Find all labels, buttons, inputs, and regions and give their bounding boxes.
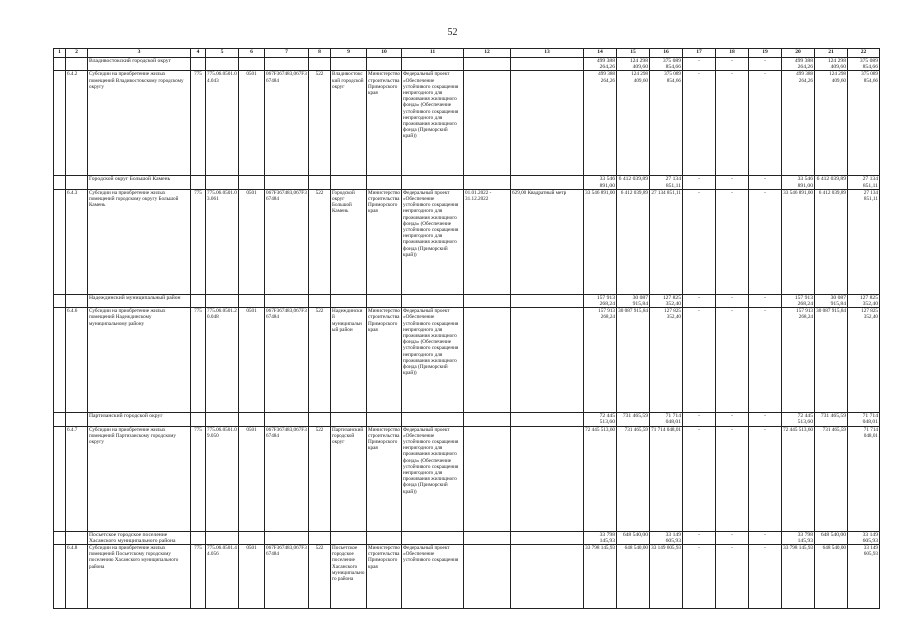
amount-cell: 71 714 048,01: [848, 413, 880, 426]
entry-number: 6.4.2: [66, 71, 88, 176]
table-cell: [511, 531, 584, 544]
table-cell: [206, 176, 239, 189]
amount-cell: 27 134 851,11: [848, 176, 880, 189]
dash-cell: -: [716, 71, 749, 176]
column-header: 9: [331, 49, 367, 58]
entry-name: Субсидии на приобретение жилых помещений Посьетскому городскому поселению Хасанского муниципального района: [88, 545, 191, 609]
table-cell: 775.06.0501.03.061: [206, 189, 239, 294]
table-cell: [464, 71, 511, 176]
table-cell: [54, 531, 66, 544]
amount-cell: 375 089 854,66: [650, 58, 683, 71]
amount-cell: 33 149 605,93: [650, 545, 683, 609]
table-cell: [331, 58, 367, 71]
table-cell: [54, 545, 66, 609]
table-cell: 775: [191, 426, 206, 531]
amount-cell: 33 149 605,93: [848, 531, 880, 544]
column-header: 13: [511, 49, 584, 58]
dash-cell: -: [683, 545, 716, 609]
dash-cell: -: [683, 294, 716, 307]
dash-cell: -: [716, 58, 749, 71]
dash-cell: -: [683, 71, 716, 176]
amount-cell: 157 913 268,24: [782, 294, 815, 307]
table-cell: [511, 58, 584, 71]
amount-cell: 71 714 048,01: [650, 426, 683, 531]
table-cell: [331, 531, 367, 544]
dash-cell: -: [716, 531, 749, 544]
table-cell: [511, 413, 584, 426]
table-cell: 0501: [239, 71, 265, 176]
table-cell: [511, 308, 584, 413]
amount-cell: 375 089 854,66: [650, 71, 683, 176]
amount-cell: 33 546 891,00: [782, 189, 815, 294]
page-number: 52: [447, 27, 458, 38]
table-cell: [265, 58, 309, 71]
dash-cell: -: [749, 176, 782, 189]
dash-cell: -: [749, 58, 782, 71]
amount-cell: 127 825 352,40: [848, 308, 880, 413]
entry-name: Субсидии на приобретение жилых помещений городскому округу Большой Камень: [88, 189, 191, 294]
column-header: 4: [191, 49, 206, 58]
dash-cell: -: [683, 189, 716, 294]
table-cell: [265, 294, 309, 307]
subtotal-name: Посьетское городское поселение Хасанского муниципального района: [88, 531, 191, 544]
amount-cell: 6 412 039,89: [617, 176, 650, 189]
column-header: 18: [716, 49, 749, 58]
table-cell: 629,00 Квадратный метр: [511, 189, 584, 294]
amount-cell: 27 134 851,11: [650, 176, 683, 189]
table-cell: Министерство строительства Приморского края: [367, 71, 402, 176]
subtotal-name: Надеждинский муниципальный район: [88, 294, 191, 307]
table-cell: [464, 531, 511, 544]
amount-cell: 33 149 605,93: [650, 531, 683, 544]
table-cell: 01.01.2022 - 31.12.2022: [464, 189, 511, 294]
table-cell: [464, 426, 511, 531]
dash-cell: -: [749, 426, 782, 531]
dash-cell: -: [716, 176, 749, 189]
table-cell: [54, 413, 66, 426]
amount-cell: 731 465,59: [617, 413, 650, 426]
column-header: 8: [309, 49, 331, 58]
table-cell: Министерство строительства Приморского края: [367, 545, 402, 609]
table-cell: [511, 71, 584, 176]
amount-cell: 499 388 264,26: [584, 71, 617, 176]
table-cell: [464, 176, 511, 189]
table-cell: [464, 413, 511, 426]
amount-cell: 33 546 891,00: [584, 176, 617, 189]
table-cell: [66, 58, 88, 71]
amount-cell: 33 798 145,93: [782, 531, 815, 544]
entry-name: Субсидии на приобретение жилых помещений Партизанскому городскому округу: [88, 426, 191, 531]
amount-cell: 731 465,59: [815, 426, 848, 531]
entry-number: 6.4.8: [66, 545, 88, 609]
table-cell: 522: [309, 189, 331, 294]
amount-cell: 731 465,59: [617, 426, 650, 531]
table-cell: [511, 426, 584, 531]
amount-cell: 375 089 854,66: [848, 58, 880, 71]
amount-cell: 33 798 145,93: [584, 531, 617, 544]
dash-cell: -: [683, 58, 716, 71]
table-cell: [54, 176, 66, 189]
table-cell: 0501: [239, 426, 265, 531]
column-header: 11: [402, 49, 464, 58]
dash-cell: -: [716, 189, 749, 294]
table-cell: [402, 176, 464, 189]
table-cell: 775.06.0501.09.050: [206, 426, 239, 531]
table-cell: [54, 189, 66, 294]
table-cell: [402, 531, 464, 544]
table-cell: 775: [191, 545, 206, 609]
dash-cell: -: [716, 545, 749, 609]
table-cell: [511, 294, 584, 307]
table-cell: [511, 545, 584, 609]
table-cell: [367, 176, 402, 189]
column-header: 21: [815, 49, 848, 58]
entry-number: 6.4.6: [66, 308, 88, 413]
subtotal-name: Владивостокский городской округ: [88, 58, 191, 71]
column-header: 22: [848, 49, 880, 58]
column-header: 5: [206, 49, 239, 58]
table-cell: 522: [309, 545, 331, 609]
table-cell: [309, 531, 331, 544]
amount-cell: 27 134 851,11: [650, 189, 683, 294]
column-header: 1: [54, 49, 66, 58]
column-header: 16: [650, 49, 683, 58]
table-cell: 775: [191, 308, 206, 413]
amount-cell: 157 913 268,24: [584, 308, 617, 413]
table-cell: [511, 176, 584, 189]
table-cell: 067F367483,067F367484: [265, 426, 309, 531]
table-cell: [265, 413, 309, 426]
table-cell: [309, 58, 331, 71]
table-cell: 775: [191, 189, 206, 294]
table-cell: [66, 176, 88, 189]
amount-cell: 6 412 039,89: [617, 189, 650, 294]
entry-row: [54, 71, 880, 176]
dash-cell: -: [749, 71, 782, 176]
table-cell: [191, 294, 206, 307]
column-header: 15: [617, 49, 650, 58]
amount-cell: 71 714 048,01: [650, 413, 683, 426]
amount-cell: 30 087 915,84: [815, 294, 848, 307]
amount-cell: 648 540,00: [815, 545, 848, 609]
dash-cell: -: [749, 294, 782, 307]
amount-cell: 157 913 268,24: [584, 294, 617, 307]
table-cell: 0501: [239, 545, 265, 609]
column-header: 17: [683, 49, 716, 58]
dash-cell: -: [683, 531, 716, 544]
table-cell: [206, 58, 239, 71]
table-cell: [367, 531, 402, 544]
table-cell: [367, 294, 402, 307]
entry-name: Субсидии на приобретение жилых помещений Владивостокскому городскому округу: [88, 71, 191, 176]
amount-cell: 33 798 145,93: [782, 545, 815, 609]
entry-number: 6.4.3: [66, 189, 88, 294]
table-cell: [66, 531, 88, 544]
column-header: 6: [239, 49, 265, 58]
amount-cell: 71 714 048,01: [848, 426, 880, 531]
column-number-row: [54, 49, 880, 58]
amount-cell: 127 825 352,40: [650, 308, 683, 413]
table-cell: 067F367483,067F367484: [265, 71, 309, 176]
entry-row: [54, 308, 880, 413]
table-cell: [66, 413, 88, 426]
table-cell: [309, 294, 331, 307]
amount-cell: 30 087 915,84: [815, 308, 848, 413]
column-header: 3: [88, 49, 191, 58]
column-header: 2: [66, 49, 88, 58]
table-cell: 775.06.0501.04.043: [206, 71, 239, 176]
amount-cell: 648 540,00: [617, 545, 650, 609]
table-cell: 522: [309, 308, 331, 413]
table-cell: Надеждинский муниципальный район: [331, 308, 367, 413]
table-cell: Городской округ Большой Камень: [331, 189, 367, 294]
table-cell: [331, 176, 367, 189]
table-cell: [206, 413, 239, 426]
table-cell: Партизанский городской округ: [331, 426, 367, 531]
dash-cell: -: [716, 294, 749, 307]
subtotal-row: [54, 531, 880, 544]
table-cell: 067F367483,067F367484: [265, 308, 309, 413]
amount-cell: 72 445 513,60: [584, 426, 617, 531]
table-cell: [309, 176, 331, 189]
table-cell: [331, 413, 367, 426]
subtotal-row: [54, 176, 880, 189]
table-cell: 0501: [239, 189, 265, 294]
amount-cell: 499 388 264,26: [782, 71, 815, 176]
table-cell: [54, 294, 66, 307]
column-header: 14: [584, 49, 617, 58]
amount-cell: 30 087 915,84: [617, 308, 650, 413]
table-cell: [191, 58, 206, 71]
table-cell: 0501: [239, 308, 265, 413]
dash-cell: -: [716, 413, 749, 426]
dash-cell: -: [749, 189, 782, 294]
table-cell: Министерство строительства Приморского края: [367, 426, 402, 531]
dash-cell: -: [716, 426, 749, 531]
table-cell: Владивостокский городской округ: [331, 71, 367, 176]
table-cell: 775: [191, 71, 206, 176]
dash-cell: -: [716, 308, 749, 413]
amount-cell: 124 298 409,60: [617, 58, 650, 71]
table-cell: [309, 413, 331, 426]
entry-row: [54, 426, 880, 531]
amount-cell: 72 445 513,60: [782, 426, 815, 531]
entry-row: [54, 189, 880, 294]
budget-table: [53, 48, 880, 609]
table-cell: 522: [309, 426, 331, 531]
amount-cell: 648 540,00: [815, 531, 848, 544]
amount-cell: 731 465,59: [815, 413, 848, 426]
table-cell: Министерство строительства Приморского края: [367, 308, 402, 413]
amount-cell: 33 546 891,00: [782, 176, 815, 189]
table-cell: 775.06.0501.20.048: [206, 308, 239, 413]
dash-cell: -: [749, 531, 782, 544]
column-header: 7: [265, 49, 309, 58]
dash-cell: -: [749, 308, 782, 413]
table-cell: 522: [309, 71, 331, 176]
table-cell: [54, 71, 66, 176]
table-cell: [402, 58, 464, 71]
amount-cell: 124 298 409,60: [815, 58, 848, 71]
table-cell: [54, 426, 66, 531]
table-cell: [464, 545, 511, 609]
table-cell: Федеральный проект «Обеспечение устойчивого сокращения: [402, 545, 464, 609]
dash-cell: -: [683, 413, 716, 426]
amount-cell: 72 445 513,60: [782, 413, 815, 426]
table-cell: [191, 413, 206, 426]
amount-cell: 6 412 039,89: [815, 176, 848, 189]
table-cell: Федеральный проект «Обеспечение устойчивого сокращения непригодного для проживания жилищного фонда» (Обеспечение устойчивого сокращения непригодного для проживания жилищного фонда (Приморский край)): [402, 189, 464, 294]
table-cell: [66, 294, 88, 307]
table-cell: [402, 294, 464, 307]
amount-cell: 6 412 039,89: [815, 189, 848, 294]
table-cell: Министерство строительства Приморского края: [367, 189, 402, 294]
entry-number: 6.4.7: [66, 426, 88, 531]
amount-cell: 127 825 352,40: [650, 294, 683, 307]
subtotal-name: Партизанский городской округ: [88, 413, 191, 426]
table-cell: [265, 176, 309, 189]
table-cell: 067F367483,067F367484: [265, 545, 309, 609]
subtotal-row: [54, 58, 880, 71]
table-cell: [464, 294, 511, 307]
entry-row: [54, 545, 880, 609]
amount-cell: 648 540,00: [617, 531, 650, 544]
amount-cell: 33 546 891,00: [584, 189, 617, 294]
table-cell: [464, 58, 511, 71]
dash-cell: -: [683, 426, 716, 531]
amount-cell: 375 089 854,66: [848, 71, 880, 176]
amount-cell: 157 913 268,24: [782, 308, 815, 413]
amount-cell: 30 087 915,84: [617, 294, 650, 307]
dash-cell: -: [683, 308, 716, 413]
dash-cell: -: [749, 413, 782, 426]
table-cell: [239, 294, 265, 307]
table-cell: [239, 413, 265, 426]
subtotal-row: [54, 413, 880, 426]
amount-cell: 124 298 409,60: [815, 71, 848, 176]
dash-cell: -: [683, 176, 716, 189]
amount-cell: 499 388 264,26: [782, 58, 815, 71]
table-cell: [367, 58, 402, 71]
table-cell: [206, 531, 239, 544]
table-cell: 067F367483,067F367484: [265, 189, 309, 294]
table-cell: 775.06.0501.44.056: [206, 545, 239, 609]
table-cell: Федеральный проект «Обеспечение устойчивого сокращения непригодного для проживания жилищного фонда» (Обеспечение устойчивого сокращения непригодного для проживания жилищного фонда (Приморский край)): [402, 308, 464, 413]
table-cell: [239, 176, 265, 189]
table-cell: [239, 531, 265, 544]
amount-cell: 124 298 409,60: [617, 71, 650, 176]
table-cell: [402, 413, 464, 426]
table-cell: [191, 531, 206, 544]
subtotal-row: [54, 294, 880, 307]
column-header: 12: [464, 49, 511, 58]
column-header: 19: [749, 49, 782, 58]
amount-cell: 499 388 264,26: [584, 58, 617, 71]
subtotal-name: Городской округ Большой Камень: [88, 176, 191, 189]
amount-cell: 33 798 145,93: [584, 545, 617, 609]
table-cell: [191, 176, 206, 189]
table-cell: [367, 413, 402, 426]
column-header: 10: [367, 49, 402, 58]
dash-cell: -: [749, 545, 782, 609]
table-cell: [464, 308, 511, 413]
table-cell: Федеральный проект «Обеспечение устойчивого сокращения непригодного для проживания жилищного фонда» (Обеспечение устойчивого сокращения непригодного для проживания жилищного фонда (Приморский край)): [402, 71, 464, 176]
amount-cell: 33 149 605,93: [848, 545, 880, 609]
table-cell: [239, 58, 265, 71]
table-cell: [265, 531, 309, 544]
amount-cell: 72 445 513,60: [584, 413, 617, 426]
entry-name: Субсидии на приобретение жилых помещений Надеждинскому муниципальному району: [88, 308, 191, 413]
amount-cell: 27 134 851,11: [848, 189, 880, 294]
table-cell: Федеральный проект «Обеспечение устойчивого сокращения непригодного для проживания жилищного фонда» (Обеспечение устойчивого сокращения непригодного для проживания жилищного фонда (Приморский край)): [402, 426, 464, 531]
amount-cell: 127 825 352,40: [848, 294, 880, 307]
table-cell: [331, 294, 367, 307]
table-cell: [54, 58, 66, 71]
column-header: 20: [782, 49, 815, 58]
table-cell: Посьетское городское поселение Хасанского муниципального района: [331, 545, 367, 609]
table-cell: [206, 294, 239, 307]
table-cell: [54, 308, 66, 413]
